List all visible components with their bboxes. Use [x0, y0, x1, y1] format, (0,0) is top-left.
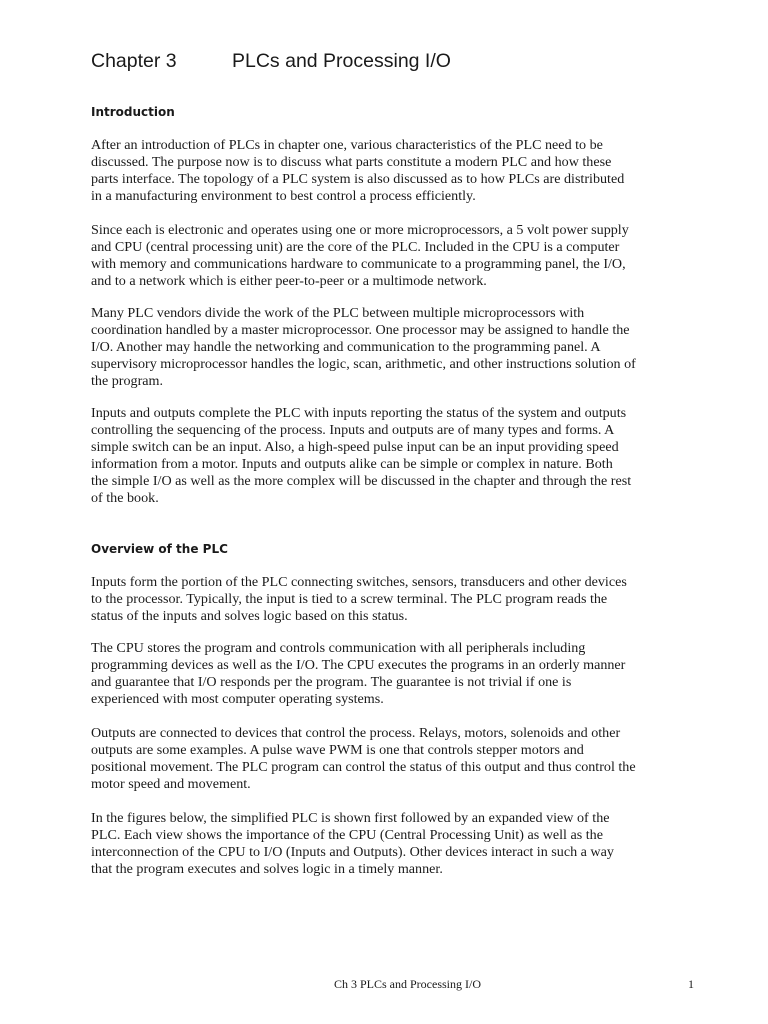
text-line: Since each is electronic and operates using one or more microprocessors, a 5 volt power supply [91, 222, 629, 238]
paragraph [91, 405, 701, 507]
text-line: coordination handled by a master microprocessor. One processor may be assigned to handle the [91, 322, 630, 338]
section-heading-introduction: Introduction [91, 105, 175, 119]
text-line: controlling the sequencing of the process. Inputs and outputs are of many types and forms. A [91, 422, 615, 438]
text-line: parts interface. The topology of a PLC system is also discussed as to how PLCs are distributed [91, 171, 625, 187]
text-line: The CPU stores the program and controls communication with all peripherals including [91, 640, 586, 656]
text-line: discussed. The purpose now is to discuss what parts constitute a modern PLC and how these [91, 154, 612, 170]
text-line: Inputs form the portion of the PLC connecting switches, sensors, transducers and other devices [91, 574, 627, 590]
text-line: in a manufacturing environment to best control a process efficiently. [91, 188, 476, 204]
page-title [91, 48, 451, 74]
paragraph [91, 305, 701, 390]
paragraph [91, 725, 701, 793]
text-line: the program. [91, 373, 164, 389]
text-line: After an introduction of PLCs in chapter one, various characteristics of the PLC need to be [91, 137, 603, 153]
text-line: the simple I/O as well as the more complex will be discussed in the chapter and through the rest [91, 473, 632, 489]
text-line: outputs are some examples. A pulse wave PWM is one that controls stepper motors and [91, 742, 584, 758]
text-line: to the processor. Typically, the input is tied to a screw terminal. The PLC program reads the [91, 591, 608, 607]
text-line: information from a motor. Inputs and outputs alike can be simple or complex in nature. Both [91, 456, 613, 472]
section-heading-overview: Overview of the PLC [91, 542, 228, 556]
text-line: that the program executes and solves logic in a timely manner. [91, 861, 443, 877]
text-line: interconnection of the CPU to I/O (Inputs and Outputs). Other devices interact in such a way [91, 844, 614, 860]
chapter-number: Chapter 3 [91, 50, 177, 72]
paragraph [91, 137, 701, 205]
text-line: programming devices as well as the I/O. The CPU executes the programs in an orderly manner [91, 657, 626, 673]
text-line: and CPU (central processing unit) are the core of the PLC. Included in the CPU is a computer [91, 239, 620, 255]
text-line: I/O. Another may handle the networking and communication to the programming panel. A [91, 339, 601, 355]
text-line: Inputs and outputs complete the PLC with inputs reporting the status of the system and outputs [91, 405, 627, 421]
paragraph [91, 810, 701, 878]
text-line: supervisory microprocessor handles the logic, scan, arithmetic, and other instructions solution of [91, 356, 636, 372]
text-line: and to a network which is either peer-to-peer or a multimode network. [91, 273, 487, 289]
text-line: with memory and communications hardware to communicate to a programming panel, the I/O, [91, 256, 626, 272]
paragraph [91, 574, 701, 625]
text-line: motor speed and movement. [91, 776, 251, 792]
text-line: PLC. Each view shows the importance of the CPU (Central Processing Unit) as well as the [91, 827, 603, 843]
paragraph [91, 640, 701, 708]
chapter-name: PLCs and Processing I/O [232, 50, 451, 72]
text-line: In the figures below, the simplified PLC is shown first followed by an expanded view of the [91, 810, 610, 826]
paragraph [91, 222, 701, 290]
text-line: positional movement. The PLC program can control the status of this output and thus control the [91, 759, 636, 775]
text-line: of the book. [91, 490, 159, 506]
text-line: and guarantee that I/O responds per the program. The guarantee is not trivial if one is [91, 674, 572, 690]
text-line: Many PLC vendors divide the work of the PLC between multiple microprocessors with [91, 305, 585, 321]
text-line: Outputs are connected to devices that control the process. Relays, motors, solenoids and other [91, 725, 621, 741]
text-line: status of the inputs and solves logic based on this status. [91, 608, 408, 624]
page-number: 1 [688, 977, 694, 991]
text-line: simple switch can be an input. Also, a high-speed pulse input can be an input providing speed [91, 439, 619, 455]
text-line: experienced with most computer operating systems. [91, 691, 384, 707]
footer-title: Ch 3 PLCs and Processing I/O [334, 977, 481, 991]
